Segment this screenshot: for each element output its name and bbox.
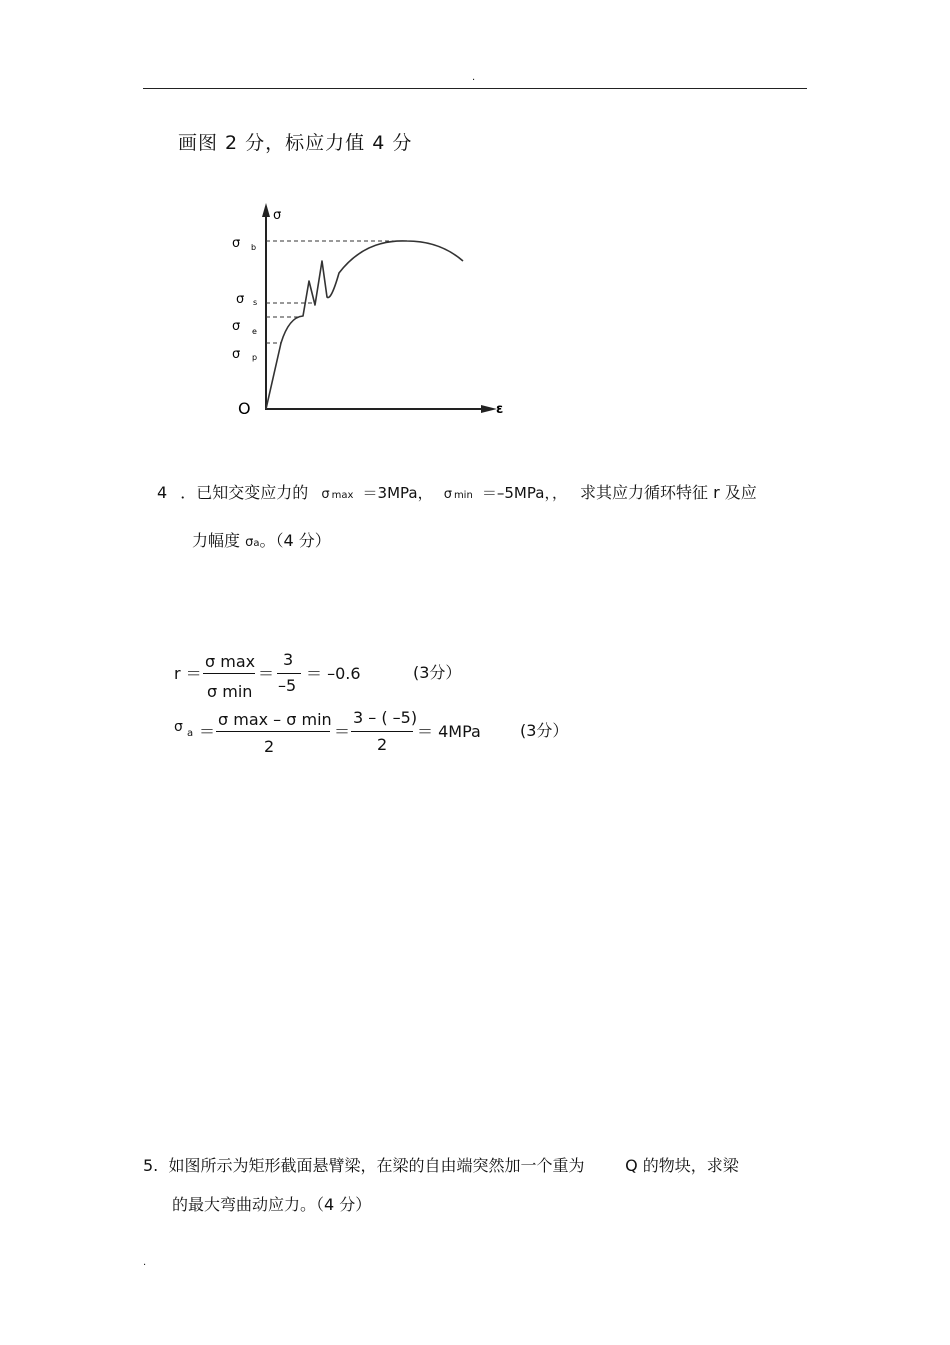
sa-numerator-2: 3 – ( –5) [353, 708, 418, 727]
sa-numerator-1: σ max – σ min [218, 710, 332, 729]
question-4-number: 4 [157, 483, 168, 502]
question-4-line-2-prefix: 力幅度 [192, 531, 241, 550]
question-4-line-2-suffix: 。（4 分） [259, 531, 331, 550]
sa-sub: a [187, 728, 194, 739]
question-4-prefix: ．已知交变应力的 [180, 483, 309, 502]
r-fraction-bar-1 [203, 673, 255, 674]
footer-dot: . [143, 1257, 147, 1268]
sa-fraction-bar-1 [216, 731, 330, 732]
sa-fraction-bar-2 [351, 731, 413, 732]
x-axis-arrow [481, 405, 497, 413]
sigma-b-symbol: σ [232, 236, 241, 251]
r-lhs: r ＝ [174, 664, 202, 683]
question-4-line-2 [192, 528, 331, 551]
header-dot: . [472, 72, 476, 83]
r-numerator-1: σ max [205, 652, 256, 671]
x-axis-label: ε [496, 402, 504, 417]
sigma-min-value: ＝–5MPa，， [481, 484, 567, 502]
y-axis-arrow [262, 203, 270, 217]
sa-sigma: σ [174, 719, 183, 735]
r-denominator-1: σ min [207, 682, 253, 701]
r-score: (3分） [413, 663, 462, 682]
origin-label: O [238, 399, 251, 418]
sa-result: ＝ 4MPa [417, 722, 481, 741]
r-fraction-bar-2 [277, 673, 301, 674]
r-denominator-2: –5 [278, 676, 297, 695]
sigma-a-sub: a [253, 538, 260, 549]
r-result: ＝ –0.6 [306, 664, 361, 683]
sigma-b-sub: b [251, 243, 257, 252]
sa-denominator-2: 2 [377, 735, 388, 754]
sigma-p-sub: p [252, 353, 258, 362]
sa-equals-2: ＝ [334, 722, 351, 741]
sa-score: (3分） [520, 721, 569, 740]
y-axis-label: σ [273, 208, 282, 223]
question-4-line-1 [157, 480, 757, 503]
sigma-max-sub: max [331, 490, 354, 501]
stress-strain-curve [266, 241, 463, 409]
sigma-min-sub: min [453, 490, 473, 501]
sigma-s-sub: s [253, 298, 258, 307]
sigma-min-symbol: σ [443, 487, 452, 502]
sa-denominator-1: 2 [264, 737, 275, 756]
header-rule [143, 88, 807, 89]
sa-equals: ＝ [199, 722, 216, 741]
question-5-line-1: 5. 如图所示为矩形截面悬臂梁，在梁的自由端突然加一个重为 Q 的物块，求梁 [143, 1156, 739, 1175]
question-5-line-2: 的最大弯曲动应力。（4 分） [172, 1195, 372, 1214]
sigma-p-symbol: σ [232, 347, 241, 362]
r-numerator-2: 3 [283, 650, 294, 669]
sigma-max-value: ＝3MPa， [362, 484, 433, 502]
sigma-e-sub: e [252, 327, 257, 336]
question-4-suffix: 求其应力循环特征 r 及应 [580, 483, 757, 502]
sigma-a-symbol: σ [245, 535, 254, 550]
grading-heading: 画图 2 分，标应力值 4 分 [178, 132, 413, 154]
sigma-max-symbol: σ [321, 487, 330, 502]
sigma-s-symbol: σ [236, 292, 245, 307]
sigma-e-symbol: σ [232, 319, 241, 334]
stress-strain-diagram [225, 195, 525, 435]
r-equals: ＝ [258, 664, 275, 683]
